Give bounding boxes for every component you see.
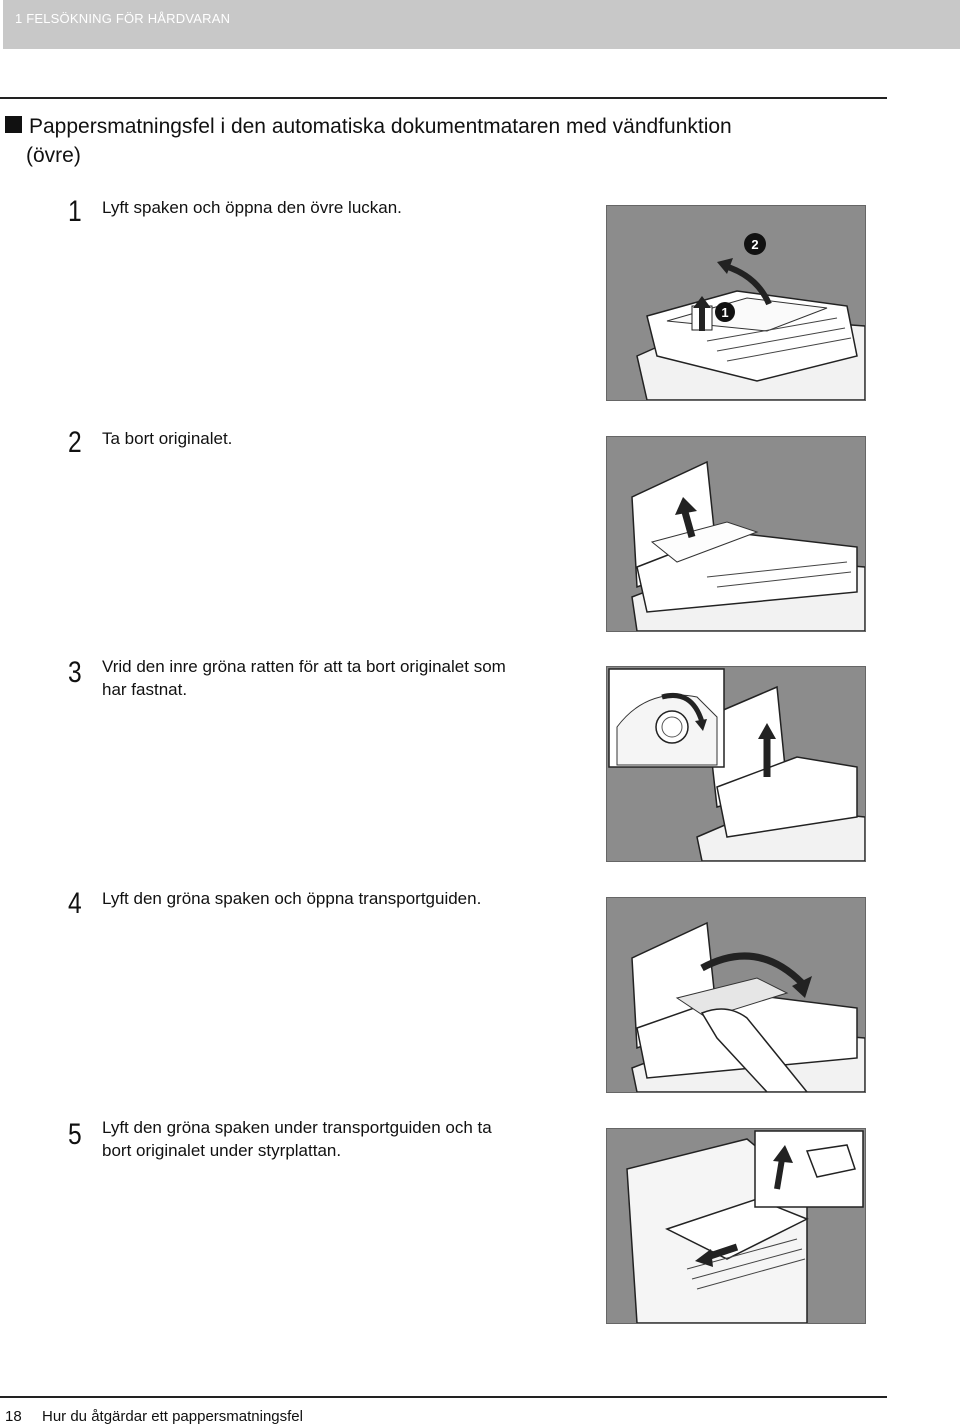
section-title-line-2: (övre): [26, 144, 81, 167]
page-number: 18: [5, 1408, 22, 1425]
step-4-illustration: [606, 897, 866, 1093]
open-transport-guide-drawing: [607, 898, 865, 1092]
callout-2-label: 2: [751, 237, 759, 252]
step-1-illustration: [606, 205, 866, 401]
step-2-number: 2: [68, 426, 82, 459]
section-title: [26, 112, 869, 170]
chapter-header-band: [3, 0, 960, 49]
step-3-text-line-1: Vrid den inre gröna ratten för att ta bort originalet som: [102, 657, 506, 676]
step-2-illustration: [606, 436, 866, 632]
green-knob: [656, 711, 688, 743]
step-5-text-line-2: bort originalet under styrplattan.: [102, 1141, 342, 1160]
section-bullet-icon: [5, 116, 22, 133]
step-3-number: 3: [68, 656, 82, 689]
step-3-illustration: [606, 666, 866, 862]
footer-divider: [0, 1396, 887, 1398]
step-4-number: 4: [68, 887, 82, 920]
step-5-illustration: [606, 1128, 866, 1324]
step-3-text-line-2: har fastnat.: [102, 680, 188, 699]
section-divider-top: [0, 97, 887, 99]
adf-open-cover-drawing: [607, 206, 865, 400]
step-4-text: Lyft den gröna spaken och öppna transportguiden.: [102, 889, 482, 908]
chapter-title: 1 FELSÖKNING FÖR HÅRDVARAN: [15, 11, 231, 26]
step-5-text-line-1: Lyft den gröna spaken under transportguiden och ta: [102, 1118, 492, 1137]
step-1-number: 1: [68, 195, 82, 228]
remove-original-drawing: [607, 437, 865, 631]
callout-1-label: 1: [721, 305, 729, 320]
step-5-number: 5: [68, 1118, 82, 1151]
footer-title: Hur du åtgärdar ett pappersmatningsfel: [42, 1408, 303, 1425]
step-1-text: Lyft spaken och öppna den övre luckan.: [102, 198, 402, 217]
step-5-text: [102, 1116, 597, 1162]
step-2-text: Ta bort originalet.: [102, 429, 233, 448]
remove-under-guide-drawing: [607, 1129, 865, 1323]
step-3-text: [102, 655, 597, 701]
turn-green-knob-drawing: [607, 667, 865, 861]
section-title-line-1: Pappersmatningsfel i den automatiska dokumentmataren med vändfunktion: [29, 115, 732, 138]
